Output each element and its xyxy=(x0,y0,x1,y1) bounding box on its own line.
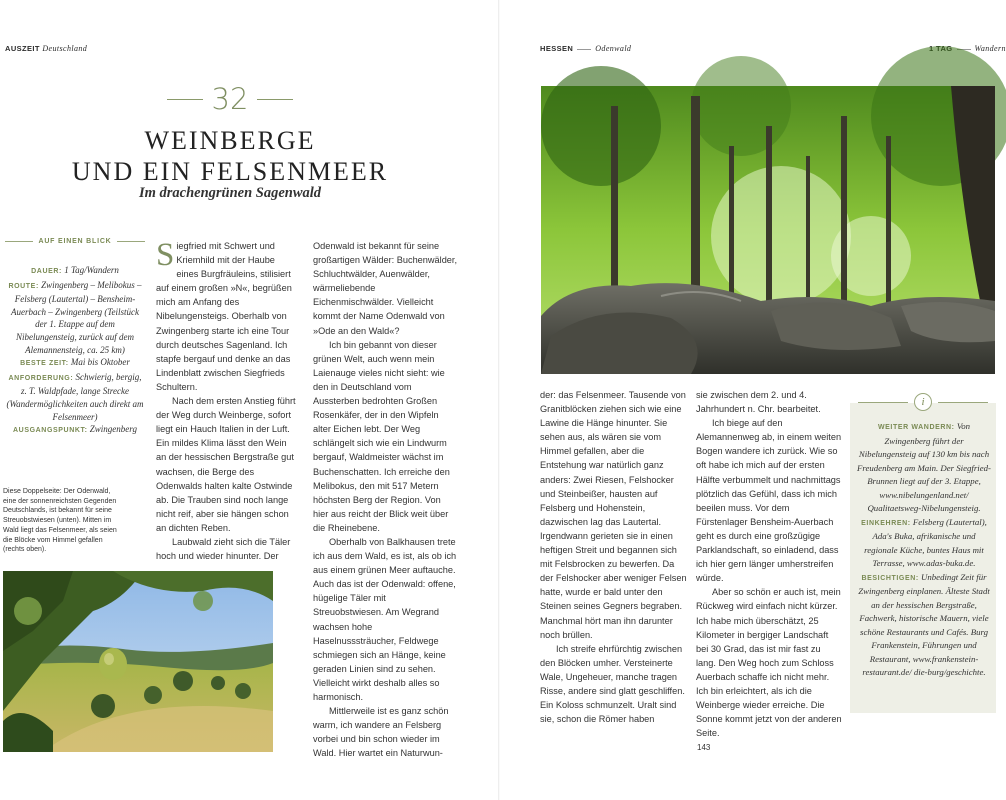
glance-heading xyxy=(5,238,145,245)
tip-heading xyxy=(850,393,996,411)
paragraph: iegfried mit Schwert und Kriemhild mit der Haube eines Burgfräuleins, stilisiert auf einem großen »N«, begrüßen mich am Anfang des Nibelungensteigs. Oberhalb von Zwingenberg starte ich eine Tour durch deutsches Sagenland. Ich stapfe bergauf und denke an das Lindenblatt zwischen Siegfrieds Schultern. xyxy=(156,241,292,392)
running-section: AUSZEIT xyxy=(5,44,40,53)
info-icon: i xyxy=(914,393,932,411)
paragraph: sie zwischen dem 2. und 4. Jahrhundert n. Chr. bearbeitet. xyxy=(696,390,821,415)
divider xyxy=(117,241,145,242)
start-value: Zwingenberg xyxy=(89,424,137,435)
glance-box xyxy=(5,264,145,438)
left-page xyxy=(0,0,500,800)
article-title xyxy=(60,125,400,187)
dauer-value: 1 Tag/Wandern xyxy=(64,265,119,275)
glance-heading-text: AUF EINEN BLICK xyxy=(38,238,112,245)
right-column-2 xyxy=(696,388,842,740)
divider xyxy=(5,241,33,242)
orchard-photo xyxy=(3,571,273,752)
running-area: Odenwald xyxy=(595,44,632,53)
start-label: AUSGANGSPUNKT: xyxy=(13,427,88,435)
weiter-label: WEITER WANDERN: xyxy=(877,424,955,431)
forest-rocks-image xyxy=(541,86,995,374)
besichtigen-text: Unbedingt Zeit für Zwingenberg einplanen. Älteste Stadt an der hessischen Bergstraße, Fachwerk, historische Mauern, viele schöne Restaurants und Cafés. Burg Frankenstein, Führungen und Restaurant, www.frankenstein-restaurant.de/ die-burg/geschichte. xyxy=(858,571,990,677)
left-column-1 xyxy=(156,239,298,563)
chapter-number: 32 xyxy=(211,82,249,116)
title-line-1: WEINBERGE xyxy=(144,126,316,155)
article-subtitle: Im drachengrünen Sagenwald xyxy=(138,185,322,201)
photo-caption: Diese Doppelseite: Der Odenwald, eine der sonnenreichsten Gegenden Deutschlands, ist bekannt für seine Streuobstwiesen (unten). Mitten im Wald liegt das Felsenmeer, als seien die Blöcke vom Himmel gefallen (rechts oben). xyxy=(3,488,117,554)
tip-text xyxy=(856,420,992,680)
running-head-right-a xyxy=(540,44,631,53)
running-activity: Wandern xyxy=(974,44,1006,53)
dauer-label: DAUER: xyxy=(31,268,62,275)
divider xyxy=(257,99,293,100)
paragraph: Ich streife ehrfürchtig zwischen den Blöcken umher. Versteinerte Wale, Ungeheuer, manche tragen Risse, andere sind glatt geschliffen. Ein Koloss schmunzelt. Uralt sind sie, schon die Römer haben xyxy=(540,643,685,725)
paragraph: der: das Felsenmeer. Tausende von Granitblöcken ziehen sich wie eine Lawine die Hänge hinunter. Sie sehen aus, als wären sie vom Himmel gefallen, aber die Entstehung war natürlich ganz anders: Zwei Riesen, Felshocker und Steinbeißer, hausten auf Felsberg und Hohenstein, dazwischen lag das Lautertal. Irgendwann gerieten sie in einen heftigen Streit und begannen sich mit Felsbrocken zu bewerfen. Da der Felshocker aber weniger Felsen hatte, wurde er bald unter den Steinen seines Gegners begraben. Manchmal hört man ihn darunter noch brüllen. xyxy=(540,390,687,640)
anforderung-label: ANFORDERUNG: xyxy=(8,374,74,382)
running-head-left xyxy=(5,44,87,53)
divider xyxy=(938,402,988,403)
divider xyxy=(167,99,203,100)
zeit-value: Mai bis Oktober xyxy=(70,357,130,368)
paragraph: Laubwald zieht sich die Täler hoch und wieder hinunter. Der xyxy=(156,536,291,562)
einkehren-label: EINKEHREN: xyxy=(861,519,911,527)
paragraph: Nach dem ersten Anstieg führt der Weg durch Weinberge, sofort liegt ein Hauch Italien in der Luft. Ein mildes Klima lässt den Wein an der hessischen Bergstraße gut wachsen, die Berge des Odenwalds halten kalte Ostwinde ab. Die Trauben sind noch lange nicht reif, aber sie hängen schon an dichten Reben. xyxy=(156,396,296,533)
anforderung-value: Schwierig, bergig, z. T. Waldpfade, lange Strecke (Wandermöglichkeiten auch direkt am Felsenmeer) xyxy=(6,371,144,422)
drop-cap: S xyxy=(156,237,175,273)
route-label: ROUTE: xyxy=(8,282,39,290)
divider xyxy=(577,49,591,50)
paragraph: Ich bin gebannt von dieser grünen Welt, auch wenn mein Laienauge vieles nicht sieht: wie den in Deutschland vom Aussterben bedrohten Großen Rosenkäfer, der in den Wipfeln alter Eichen lebt. Der Weg schlängelt sich wie ein Lindwurm bergauf, Waldmeister wächst im Buchenschatten. Ich erreiche den Melibokus, den mit 517 Metern höchsten Berg der Region. Von hier aus reicht der Blick weit über die Rheinebene. xyxy=(313,339,450,533)
felsenmeer-photo xyxy=(541,86,995,374)
paragraph: Ich biege auf den Alemannenweg ab, in einem weiten Bogen wandere ich zurück. Wie so oft habe ich mich auf der ersten Hälfte verbummelt und nachmittags plötzlich das Gefühl, dass ich mich beeilen muss. Vor dem Fürstenlager Bensheim-Auerbach geht es durch eine großzügige Parklandschaft, so einladend, dass ich hier gern länger umherstreifen würde. xyxy=(696,418,842,584)
divider xyxy=(858,402,908,403)
page-number: 143 xyxy=(697,743,711,752)
paragraph: Mittlerweile ist es ganz schön warm, ich wandere an Felsberg vorbei und bin schon wieder im Wald. Hier wartet ein Naturwun- xyxy=(313,706,449,759)
weiter-text: Von Zwingenberg führt der Nibelungensteig auf 130 km bis nach Freudenberg am Main. Der Siegfried-Brunnen liegt auf der 3. Etappe, www.nibelungenland.net/ Qualitaetsweg-Nibelungensteig. xyxy=(857,421,991,513)
chapter-number-block xyxy=(160,82,300,116)
right-page xyxy=(500,0,1006,800)
orchard-image xyxy=(3,571,273,752)
zeit-label: BESTE ZEIT: xyxy=(20,360,69,368)
einkehren-text: Felsberg (Lautertal), Ada's Buka, afrikanische und regionale Küche, buntes Haus mit Terrasse, www.adas-buka.de. xyxy=(864,516,987,568)
running-region: Deutschland xyxy=(42,44,88,53)
paragraph: Oberhalb von Balkhausen trete ich aus dem Wald, es ist, als ob ich aus einem grünen Meer auftauche. Auch das ist der Odenwald: offene, hügelige Täler mit Streuobstwiesen. Am Wegrand wachsen hohe Haselnusssträucher, Feldwege schmiegen sich an Hänge, keine geraden Linien sind zu sehen. Vielleicht wirkt deshalb alles so harmonisch. xyxy=(313,536,457,702)
besichtigen-label: BESICHTIGEN: xyxy=(861,574,919,582)
route-value: Zwingenberg – Melibokus – Felsberg (Lautertal) – Bensheim-Auerbach – Zwingenberg (Teilstück der 1. Etappe auf dem Nibelungensteig, zurück auf dem Alemannensteig, ca. 25 km) xyxy=(10,279,142,355)
running-region: HESSEN xyxy=(540,44,574,53)
right-column-1 xyxy=(540,388,688,726)
paragraph: Aber so schön er auch ist, mein Rückweg wird einfach nicht kürzer. Ich habe mich überschätzt, 25 Kilometer in bergiger Landschaft bei 30 Grad, das ist mir fast zu lang. Den Weg hoch zum Schloss Auerbach schaffe ich nicht mehr. Ich bin erleichtert, als ich die Weinberge wieder erreiche. Die Sonne kommt jetzt von der anderen Seite. xyxy=(696,587,842,739)
left-column-2 xyxy=(313,239,458,760)
paragraph: Odenwald ist bekannt für seine großartigen Wälder: Buchenwälder, Schluchtwälder, Auenwälder, wärmeliebende Eichenmischwälder. Vielleicht kommt der Name Odenwald von »Ode an den Wald«? xyxy=(313,241,458,336)
title-line-2: UND EIN FELSENMEER xyxy=(71,157,389,186)
